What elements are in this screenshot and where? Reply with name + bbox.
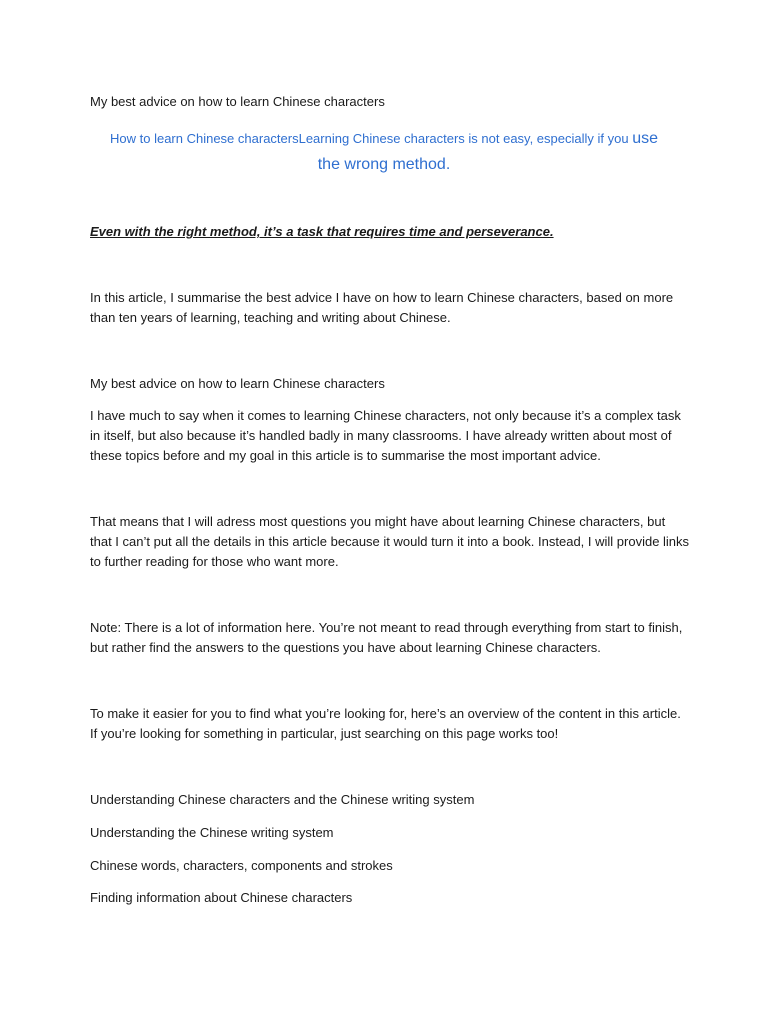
paragraph-much-to-say: I have much to say when it comes to learning Chinese characters, not only because it’s a complex task in itself, but also because it’s handled badly in many classrooms. I have already written about most of these topics before and my goal in this article is to summarise the most important advice. — [90, 408, 681, 463]
blue-heading-big: use the wrong method. — [317, 130, 658, 173]
paragraph-address-questions: That means that I will adress most questions you might have about learning Chinese characters, but that I can’t put all the details in this article because it would turn it into a book. Instead, I will provide links to further reading for those who want more. — [90, 514, 690, 569]
blue-heading-small: How to learn Chinese charactersLearning Chinese characters is not easy, especially if you — [110, 131, 629, 146]
toc-item: Chinese words, characters, components and strokes — [90, 858, 393, 873]
document-title: My best advice on how to learn Chinese characters — [90, 94, 385, 109]
toc-item: Understanding Chinese characters and the Chinese writing system — [90, 792, 475, 807]
blue-heading — [100, 126, 668, 178]
paragraph-overview: To make it easier for you to find what you’re looking for, here’s an overview of the content in this article. If you’re looking for something in particular, just searching on this page works too! — [90, 706, 681, 741]
toc-item: Finding information about Chinese characters — [90, 890, 353, 905]
paragraph-intro: In this article, I summarise the best advice I have on how to learn Chinese characters, based on more than ten years of learning, teaching and writing about Chinese. — [90, 290, 674, 325]
section-heading: My best advice on how to learn Chinese characters — [90, 376, 385, 391]
emphasis-sentence: Even with the right method, it’s a task that requires time and perseverance. — [90, 224, 554, 239]
paragraph-note: Note: There is a lot of information here. You’re not meant to read through everything from start to finish, but rather find the answers to the questions you have about learning Chinese characters. — [90, 620, 683, 655]
toc-item: Understanding the Chinese writing system — [90, 825, 334, 840]
